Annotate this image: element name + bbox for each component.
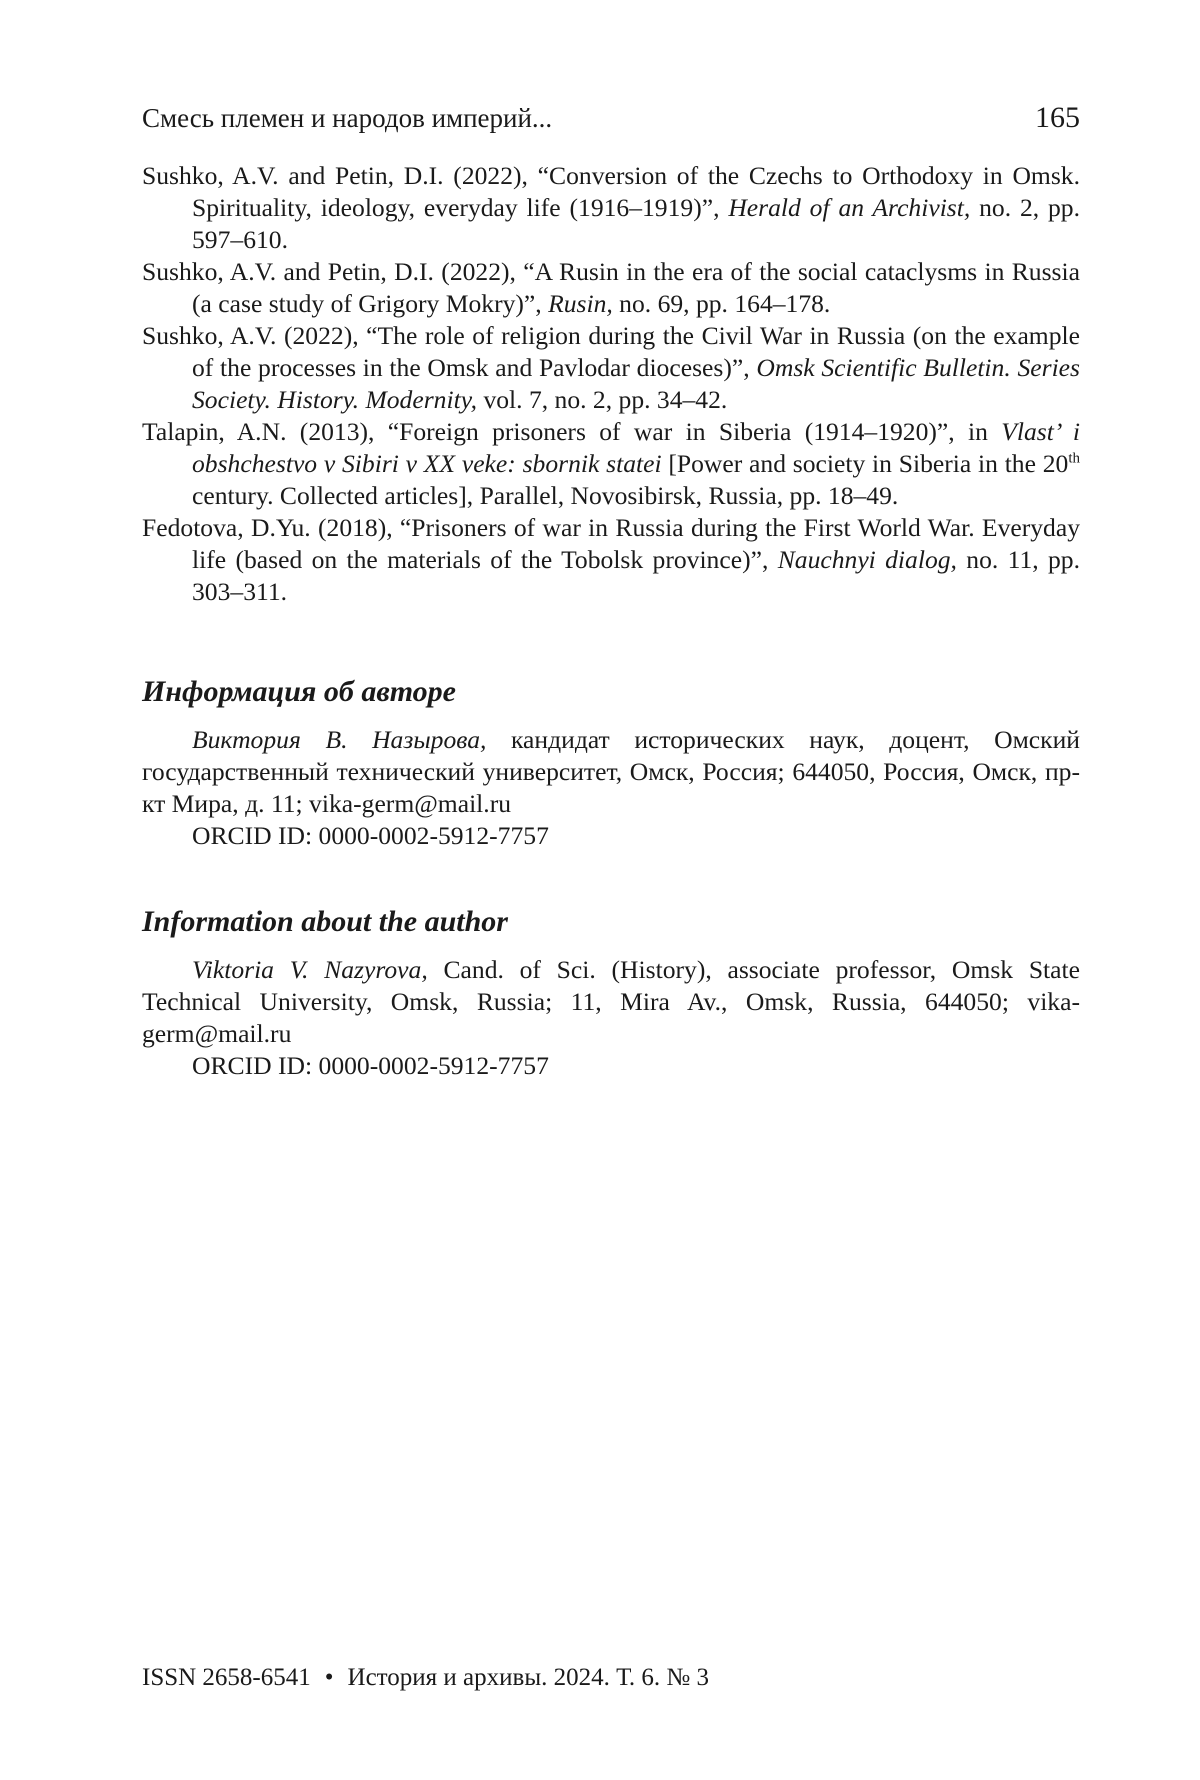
author-bio-en: Viktoria V. Nazyrova, Cand. of Sci. (History), associate professor, Omsk State Technical University, Omsk, Russia; 11, Mira Av., Omsk, Russia, 644050; vika-germ@mail.ru — [142, 955, 1080, 1048]
running-head — [142, 100, 1080, 136]
author-info-ru — [142, 724, 1080, 852]
orcid-ru: ORCID ID: 0000-0002-5912-7757 — [192, 821, 549, 850]
orcid-en: ORCID ID: 0000-0002-5912-7757 — [192, 1051, 549, 1080]
reference-list — [142, 160, 1080, 608]
reference-item: Fedotova, D.Yu. (2018), “Prisoners of war in Russia during the First World War. Everyday life (based on the materials of the Tobolsk province)”, Nauchnyi dialog, no. 11, pp. 303–311. — [142, 513, 1081, 606]
author-info-heading-ru: Информация об авторе — [142, 675, 456, 708]
author-info-heading-en: Information about the author — [142, 905, 508, 938]
page-footer — [142, 1662, 709, 1694]
running-title: Смесь племен и народов империй... — [142, 103, 553, 133]
page-content — [142, 100, 1080, 1082]
journal-issue: История и архивы. 2024. Т. 6. № 3 — [347, 1664, 709, 1691]
page-number: 165 — [1035, 101, 1080, 134]
author-name-ru: Виктория В. Назырова, — [192, 725, 487, 754]
reference-item: Sushko, A.V. (2022), “The role of religion during the Civil War in Russia (on the example of the processes in the Omsk and Pavlodar dioceses)”, Omsk Scientific Bulletin. Series Society. History. Modernity, vol. 7, no. 2, pp. 34–42. — [142, 321, 1080, 414]
author-name-en: Viktoria V. Nazyrova, — [192, 955, 428, 984]
issn: ISSN 2658-6541 — [142, 1664, 311, 1691]
bullet-separator: • — [324, 1664, 334, 1691]
author-bio-ru: Виктория В. Назырова, кандидат исторических наук, доцент, Омский государственный технический университет, Омск, Россия; 644050, Россия, Омск, пр-кт Мира, д. 11; vika-germ@mail.ru — [142, 725, 1080, 818]
reference-item: Sushko, A.V. and Petin, D.I. (2022), “Conversion of the Czechs to Orthodoxy in Omsk. Spirituality, ideology, everyday life (1916–1919)”, Herald of an Archivist, no. 2, pp. 597–610. — [142, 161, 1081, 254]
reference-item: Sushko, A.V. and Petin, D.I. (2022), “A Rusin in the era of the social cataclysms in Russia (a case study of Grigory Mokry)”, Rusin, no. 69, pp. 164–178. — [142, 257, 1080, 318]
reference-item: Talapin, A.N. (2013), “Foreign prisoners of war in Siberia (1914–1920)”, in Vlast’ i obshchestvo v Sibiri v XX veke: sbornik statei [Power and society in Siberia in the 20th century. Collected articles], Parallel, Novosibirsk, Russia, pp. 18–49. — [142, 417, 1081, 510]
author-info-en — [142, 954, 1080, 1082]
